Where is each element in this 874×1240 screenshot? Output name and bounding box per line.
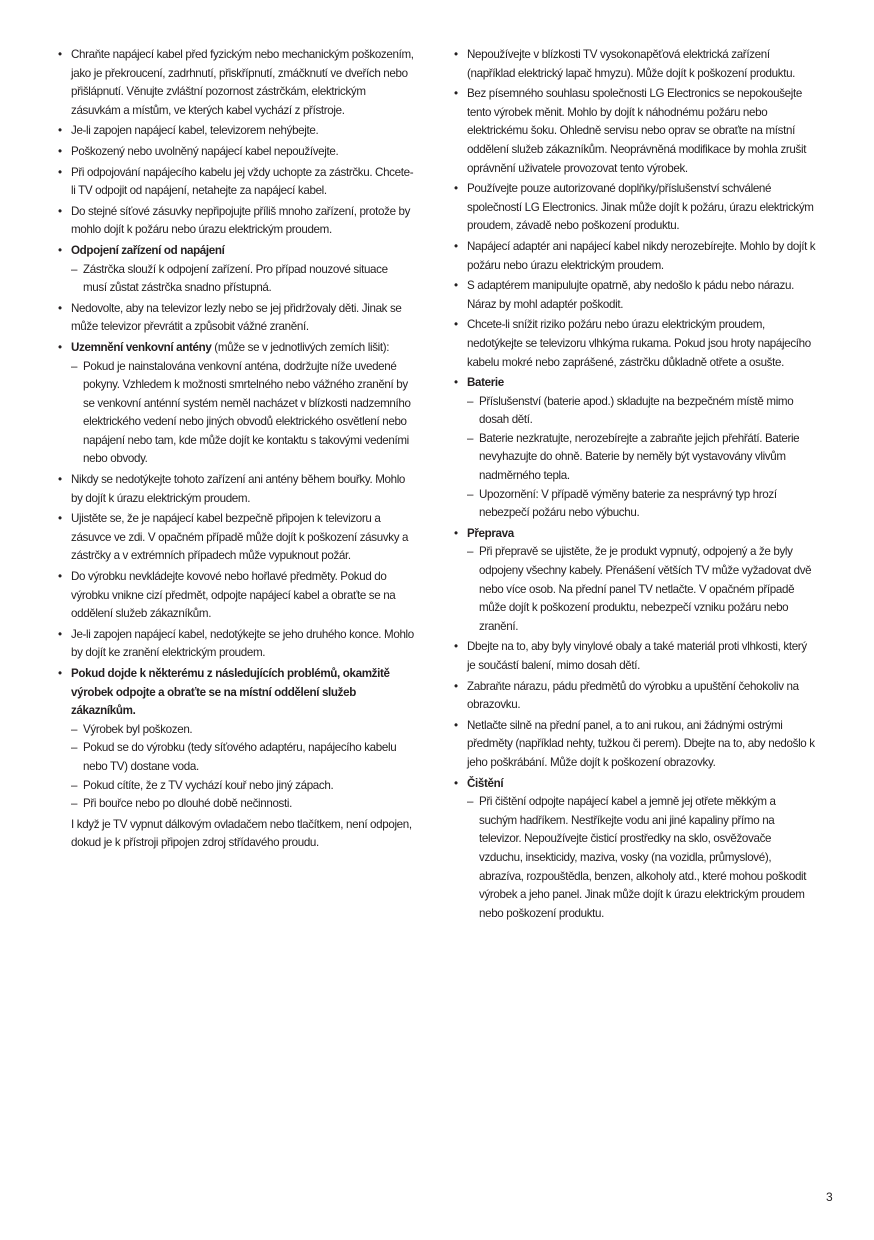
- dash-icon: –: [467, 394, 474, 408]
- right-bullet-list: [454, 46, 816, 923]
- sub-item-text: Příslušenství (baterie apod.) skladujte na bezpečném místě mimo dosah dětí.: [479, 394, 794, 427]
- bullet-item: [58, 242, 414, 298]
- sub-item-text: Výrobek byl poškozen.: [83, 722, 193, 736]
- section-heading: Baterie: [467, 376, 504, 390]
- bullet-icon: •: [58, 570, 62, 584]
- bullet-text: Zabraňte nárazu, pádu předmětů do výrobku a upuštění čehokoliv na obrazovku.: [467, 679, 799, 712]
- bullet-item: [454, 638, 816, 675]
- dash-icon: –: [71, 359, 78, 373]
- section-heading: Odpojení zařízení od napájení: [71, 243, 225, 257]
- sub-item-text: Zástrčka slouží k odpojení zařízení. Pro případ nouzové situace musí zůstat zástrčka snadno přístupná.: [83, 262, 388, 295]
- bullet-text: Netlačte silně na přední panel, a to ani rukou, ani žádnými ostrými předměty (například nehty, tužkou či perem). Dbejte na to, aby nedošlo k jeho poškrábání. Může dojít k poškození obrazovky.: [467, 718, 815, 769]
- sub-item-text: Pokud se do výrobku (tedy síťového adaptéru, napájecího kabelu nebo TV) dostane voda.: [83, 741, 397, 773]
- sub-item: [71, 777, 414, 796]
- bullet-icon: •: [454, 718, 458, 732]
- bullet-icon: •: [58, 512, 62, 526]
- bullet-item: [58, 471, 414, 508]
- bullet-item: [58, 510, 414, 566]
- sub-list: [71, 721, 414, 814]
- bullet-icon: •: [58, 667, 62, 680]
- dash-icon: –: [467, 545, 474, 559]
- bullet-text: Při odpojování napájecího kabelu jej vždy uchopte za zástrčku. Chcete-li TV odpojit od napájení, netahejte za napájecí kabel.: [71, 165, 414, 198]
- bullet-item: [58, 626, 414, 663]
- bullet-item: [58, 300, 414, 337]
- section-heading: Pokud dojde k některému z následujících problémů, okamžitě výrobek odpojte a obraťte se na místní oddělení služeb zákazníkům.: [71, 667, 390, 718]
- bullet-item: [454, 775, 816, 924]
- dash-icon: –: [467, 487, 474, 501]
- bullet-text: Chraňte napájecí kabel před fyzickým nebo mechanickým poškozením, jako je překroucení, zadrhnutí, přiskřípnutí, zmáčknutí ve dveřích nebo přišlápnutí. Věnujte zvláštní pozornost zástrčkám, elektrickým zásuvkám a místům, ve kterých kabel vychází z přístroje.: [71, 48, 414, 117]
- sub-item-text: Pokud cítíte, že z TV vychází kouř nebo jiný zápach.: [83, 778, 334, 792]
- bullet-item: [454, 717, 816, 773]
- bullet-icon: •: [454, 679, 458, 693]
- bullet-icon: •: [58, 48, 62, 61]
- bullet-item: [454, 85, 816, 178]
- bullet-icon: •: [454, 87, 458, 101]
- bullet-icon: •: [58, 473, 62, 487]
- bullet-text: Napájecí adaptér ani napájecí kabel nikdy nerozebírejte. Mohlo by dojít k požáru nebo úrazu elektrickým proudem.: [467, 239, 816, 272]
- bullet-text: Chcete-li snížit riziko požáru nebo úrazu elektrickým proudem, nedotýkejte se televizoru vlhkýma rukama. Pokud jsou hroty napájecího kabelu mokré nebo zaprášené, zástrčku důkladně otřete a osušte.: [467, 318, 811, 369]
- sub-list: [467, 543, 816, 636]
- sub-item: [467, 543, 816, 636]
- bullet-text: [71, 339, 414, 358]
- sub-item-text: Při čištění odpojte napájecí kabel a jemně jej otřete měkkým a suchým hadříkem. Nestříkejte vodu ani jiné kapaliny přímo na televizor. Nepoužívejte čisticí prostředky na sklo, osvěžovače vzduchu, insekticidy, maziva, vosky (na vozidla, průmyslové), abrazíva, rozpouštědla, benzen, alkoholy atd., které mohou poškodit výrobek a jeho panel. Jinak může dojít k úrazu elektrickým proudem nebo poškození produktu.: [479, 795, 807, 920]
- bullet-item: [454, 316, 816, 372]
- sub-item-text: Při bouřce nebo po dlouhé době nečinnosti.: [83, 797, 292, 811]
- bullet-text: Dbejte na to, aby byly vinylové obaly a také materiál proti vlhkosti, který je součástí balení, mimo dosah dětí.: [467, 640, 807, 672]
- bullet-item: [58, 164, 414, 201]
- bullet-text: Bez písemného souhlasu společnosti LG Electronics se nepokoušejte tento výrobek měnit. Mohlo by dojít k náhodnému požáru nebo elektrickému šoku. Ohledně servisu nebo oprav se obraťte na místní oddělení služeb zákazníkům. Neoprávněná modifikace by mohla zrušit oprávnění uživatele provozovat tento výrobek.: [467, 87, 807, 175]
- dash-icon: –: [71, 262, 78, 276]
- section-heading: Čištění: [467, 776, 504, 790]
- dash-icon: –: [467, 795, 474, 809]
- bullet-text: S adaptérem manipulujte opatrně, aby nedošlo k pádu nebo nárazu. Náraz by mohl adaptér poškodit.: [467, 279, 794, 311]
- sub-list: [467, 793, 816, 923]
- bullet-item: [58, 339, 414, 469]
- page-number: 3: [826, 1190, 833, 1204]
- bullet-text: Do výrobku nevkládejte kovové nebo hořlavé předměty. Pokud do výrobku vnikne cizí předmět, odpojte napájecí kabel a obraťte se na oddělení služeb zákazníkům.: [71, 570, 396, 621]
- left-bullet-list: [58, 46, 414, 853]
- bullet-text: Nikdy se nedotýkejte tohoto zařízení ani antény během bouřky. Mohlo by dojít k úrazu elektrickým proudem.: [71, 473, 406, 505]
- bullet-icon: •: [58, 301, 62, 315]
- bullet-rest: (může se v jednotlivých zemích lišit):: [211, 340, 390, 354]
- bullet-text: Nepoužívejte v blízkosti TV vysokonapěťová elektrická zařízení (například elektrický lapač hmyzu). Může dojít k poškození produktu.: [467, 48, 796, 80]
- bullet-icon: •: [454, 776, 458, 790]
- bullet-item: [454, 374, 816, 523]
- bullet-item: [58, 143, 414, 162]
- bullet-text: Do stejné síťové zásuvky nepřipojujte příliš mnoho zařízení, protože by mohlo dojít k požáru nebo úrazu elektrickým proudem.: [71, 204, 411, 237]
- dash-icon: –: [71, 722, 78, 736]
- bullet-icon: •: [454, 376, 458, 390]
- bullet-icon: •: [454, 279, 458, 293]
- bullet-icon: •: [58, 340, 62, 354]
- bullet-item: [454, 678, 816, 715]
- dash-icon: –: [71, 741, 78, 755]
- sub-list: [71, 358, 414, 470]
- sub-item: [71, 721, 414, 740]
- dash-icon: –: [467, 431, 474, 445]
- bullet-item: [58, 665, 414, 853]
- sub-item: [467, 793, 816, 923]
- dash-icon: –: [71, 797, 78, 811]
- sub-item: [467, 430, 816, 486]
- bullet-item: [58, 122, 414, 141]
- bullet-text: Poškozený nebo uvolněný napájecí kabel nepoužívejte.: [71, 144, 339, 158]
- bullet-item: [454, 238, 816, 275]
- sub-item: [71, 261, 414, 298]
- bullet-icon: •: [454, 526, 458, 540]
- bullet-icon: •: [454, 318, 458, 332]
- bullet-text: Je-li zapojen napájecí kabel, nedotýkejte se jeho druhého konce. Mohlo by dojít ke zranění elektrickým proudem.: [71, 627, 414, 660]
- bullet-item: [454, 180, 816, 236]
- sub-item-text: Upozornění: V případě výměny baterie za nesprávný typ hrozí nebezpečí požáru nebo výbuchu.: [479, 487, 777, 520]
- bullet-text: Nedovolte, aby na televizor lezly nebo se jej přidržovaly děti. Jinak se může televizor převrátit a způsobit vážné zranění.: [71, 301, 402, 334]
- bullet-icon: •: [454, 239, 458, 253]
- bullet-icon: •: [58, 144, 62, 158]
- sub-item: [71, 358, 414, 470]
- dash-icon: –: [71, 778, 78, 792]
- bullet-item: [58, 46, 414, 120]
- bullet-icon: •: [454, 182, 458, 196]
- bullet-icon: •: [58, 165, 62, 179]
- bullet-text: Ujistěte se, že je napájecí kabel bezpečně připojen k televizoru a zásuvce ve zdi. V opačném případě může dojít k poškození zásuvky a zástrčky a v extrémních případech může vypuknout požár.: [71, 512, 409, 563]
- bullet-lead: Uzemnění venkovní antény: [71, 340, 212, 354]
- sub-list: [71, 261, 414, 298]
- bullet-icon: •: [58, 124, 62, 138]
- bullet-text: Je-li zapojen napájecí kabel, televizorem nehýbejte.: [71, 124, 319, 138]
- sub-list: [467, 393, 816, 523]
- bullet-text: Používejte pouze autorizované doplňky/příslušenství schválené společností LG Electronics. Jinak může dojít k požáru, úrazu elektrickým proudem, závadě nebo poškození produktu.: [467, 182, 814, 233]
- bullet-item: [454, 46, 816, 83]
- bullet-item: [454, 525, 816, 637]
- bullet-icon: •: [454, 640, 458, 654]
- bullet-icon: •: [58, 627, 62, 641]
- right-column: [454, 46, 816, 925]
- sub-item: [71, 795, 414, 814]
- sub-item-text: Pokud je nainstalována venkovní anténa, dodržujte níže uvedené pokyny. Vzhledem k možnosti smrtelného nebo vážného zranění by se venkovní anténní systém neměl nacházet v blízkosti nadzemního elektrického vedení nebo jiných obvodů elektrického osvětlení nebo napájení nebo tam, kde může dojít ke kontaktu s takovými vedeními nebo obvody.: [83, 359, 411, 466]
- bullet-item: [58, 568, 414, 624]
- sub-item: [71, 739, 414, 776]
- bullet-item: [454, 277, 816, 314]
- left-column: [58, 46, 414, 855]
- sub-item-text: Baterie nezkratujte, nerozebírejte a zabraňte jejich přehřátí. Baterie nevyhazujte do ohně. Baterie by neměly být vystavovány vlivům nadměrného tepla.: [479, 431, 800, 483]
- note-text: I když je TV vypnut dálkovým ovladačem nebo tlačítkem, není odpojen, dokud je k přístroji připojen zdroj střídavého proudu.: [71, 817, 412, 850]
- bullet-item: [58, 203, 414, 240]
- bullet-icon: •: [454, 48, 458, 61]
- section-heading: Přeprava: [467, 526, 514, 540]
- sub-item: [467, 486, 816, 523]
- bullet-icon: •: [58, 243, 62, 257]
- bullet-icon: •: [58, 204, 62, 218]
- sub-item-text: Při přepravě se ujistěte, že je produkt vypnutý, odpojený a že byly odpojeny všechny kabely. Přenášení větších TV může vyžadovat dvě nebo více osob. Na přední panel TV netlačte. V opačném případě může dojít k poškození produktu, nebezpečí vzniku požáru nebo zranění.: [479, 545, 812, 633]
- sub-item: [467, 393, 816, 430]
